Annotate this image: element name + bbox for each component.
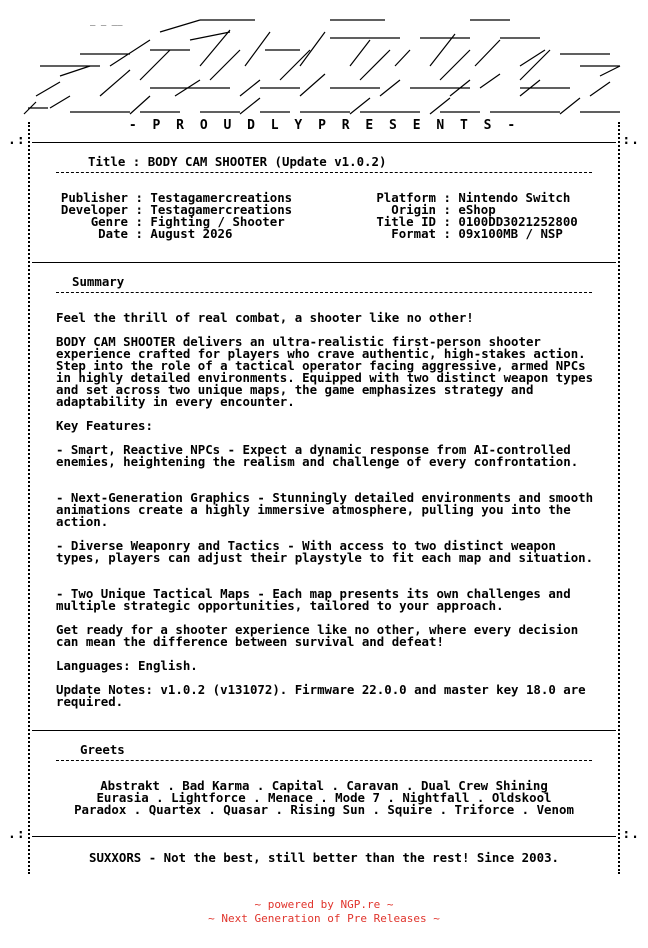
edge-mark: .:	[8, 827, 26, 842]
greets-line: Paradox . Quartex . Quasar . Rising Sun . Squire . Triforce . Venom	[74, 802, 574, 817]
release-title: BODY CAM SHOOTER (Update v1.0.2)	[147, 154, 387, 169]
release-info-left	[56, 192, 292, 240]
powered-by-footer: ~ powered by NGP.re ~	[254, 898, 394, 911]
info-row: Title ID : 0100DD3021252800	[372, 216, 578, 228]
info-key: Title ID	[376, 214, 436, 229]
edge-mark: :.	[622, 133, 640, 148]
info-key: Genre	[90, 214, 128, 229]
feature-item: - Smart, Reactive NPCs - Expect a dynamic response from AI-controlled enemies, heightening the realism and challenge of every confrontation.	[56, 442, 579, 469]
edge-mark: .:	[8, 133, 26, 148]
greets-line: Abstrakt . Bad Karma . Capital . Caravan . Dual Crew Shining	[100, 778, 548, 793]
info-value: Testagamercreations	[150, 190, 293, 205]
update-notes: Update Notes: v1.0.2 (v131072). Firmware 22.0.0 and master key 18.0 are required.	[56, 682, 586, 709]
info-key: Developer	[60, 202, 128, 217]
edge-mark: :.	[622, 827, 640, 842]
greets-list	[32, 780, 616, 816]
proudly-presents: - P R O U D L Y P R E S E N T S -	[128, 118, 520, 133]
info-row: Developer : Testagamercreations	[56, 204, 292, 216]
info-row: Format : 09x100MB / NSP	[372, 228, 578, 240]
info-row: Genre : Fighting / Shooter	[56, 216, 292, 228]
section-rule	[32, 730, 616, 731]
feature-item: - Next-Generation Graphics - Stunningly detailed environments and smooth animations create a highly immersive atmosphere, pulling you into the action.	[56, 490, 594, 529]
summary-tagline: Feel the thrill of real combat, a shooter like no other!	[56, 310, 474, 325]
info-value: 09x100MB / NSP	[458, 226, 563, 241]
title-label: Title	[88, 154, 126, 169]
svg-text:_ _ __: _ _ __	[90, 17, 123, 27]
greets-underline	[56, 760, 592, 761]
title-line: Title : BODY CAM SHOOTER (Update v1.0.2)	[88, 154, 387, 169]
section-rule	[32, 262, 616, 263]
info-key: Publisher	[60, 190, 128, 205]
feature-item: - Two Unique Tactical Maps - Each map presents its own challenges and multiple strategic opportunities, tailored to your approach.	[56, 586, 571, 613]
info-row: Origin : eShop	[372, 204, 578, 216]
title-underline	[56, 172, 592, 173]
languages-line: Languages: English.	[56, 658, 198, 673]
summary-underline	[56, 292, 592, 293]
summary-intro: BODY CAM SHOOTER delivers an ultra-realistic first-person shooter experience crafted for players who crave authentic, high-stakes action. Step into the role of a tactical operator facing aggressive, armed NPCs in highly detailed environments. Equipped with two distinct weapon types and set across two unique maps, the game emphasizes strategy and adaptability in every encounter.	[56, 334, 594, 409]
info-row: Date : August 2026	[56, 228, 292, 240]
info-value: 0100DD3021252800	[458, 214, 578, 229]
feature-item: - Diverse Weaponry and Tactics - With access to two distinct weapon types, players can adjust their playstyle to fit each map and situation.	[56, 538, 594, 565]
info-row: Platform : Nintendo Switch	[372, 192, 578, 204]
group-ascii-logo	[0, 10, 648, 118]
info-key: Origin	[391, 202, 436, 217]
info-row: Publisher : Testagamercreations	[56, 192, 292, 204]
right-dotted-border	[618, 122, 620, 874]
section-rule	[32, 142, 616, 143]
summary-outro: Get ready for a shooter experience like no other, where every decision can mean the difference between survival and defeat!	[56, 622, 579, 649]
left-dotted-border	[28, 122, 30, 874]
summary-heading: Summary	[72, 274, 125, 289]
info-value: Nintendo Switch	[458, 190, 571, 205]
info-value: Testagamercreations	[150, 202, 293, 217]
group-tagline: SUXXORS - Not the best, still better than the rest! Since 2003.	[89, 850, 559, 865]
nfo-frame	[8, 114, 640, 874]
info-value: August 2026	[150, 226, 233, 241]
features-heading: Key Features:	[56, 418, 153, 433]
info-value: eShop	[458, 202, 496, 217]
info-key: Format	[391, 226, 436, 241]
info-key: Date	[98, 226, 128, 241]
footer-tagline: ~ Next Generation of Pre Releases ~	[208, 912, 440, 925]
release-info-right	[372, 192, 578, 240]
info-key: Platform	[376, 190, 436, 205]
greets-heading: Greets	[80, 742, 125, 757]
greets-line: Eurasia . Lightforce . Menace . Mode 7 . Nightfall . Oldskool	[96, 790, 552, 805]
section-rule	[32, 836, 616, 837]
info-value: Fighting / Shooter	[150, 214, 285, 229]
